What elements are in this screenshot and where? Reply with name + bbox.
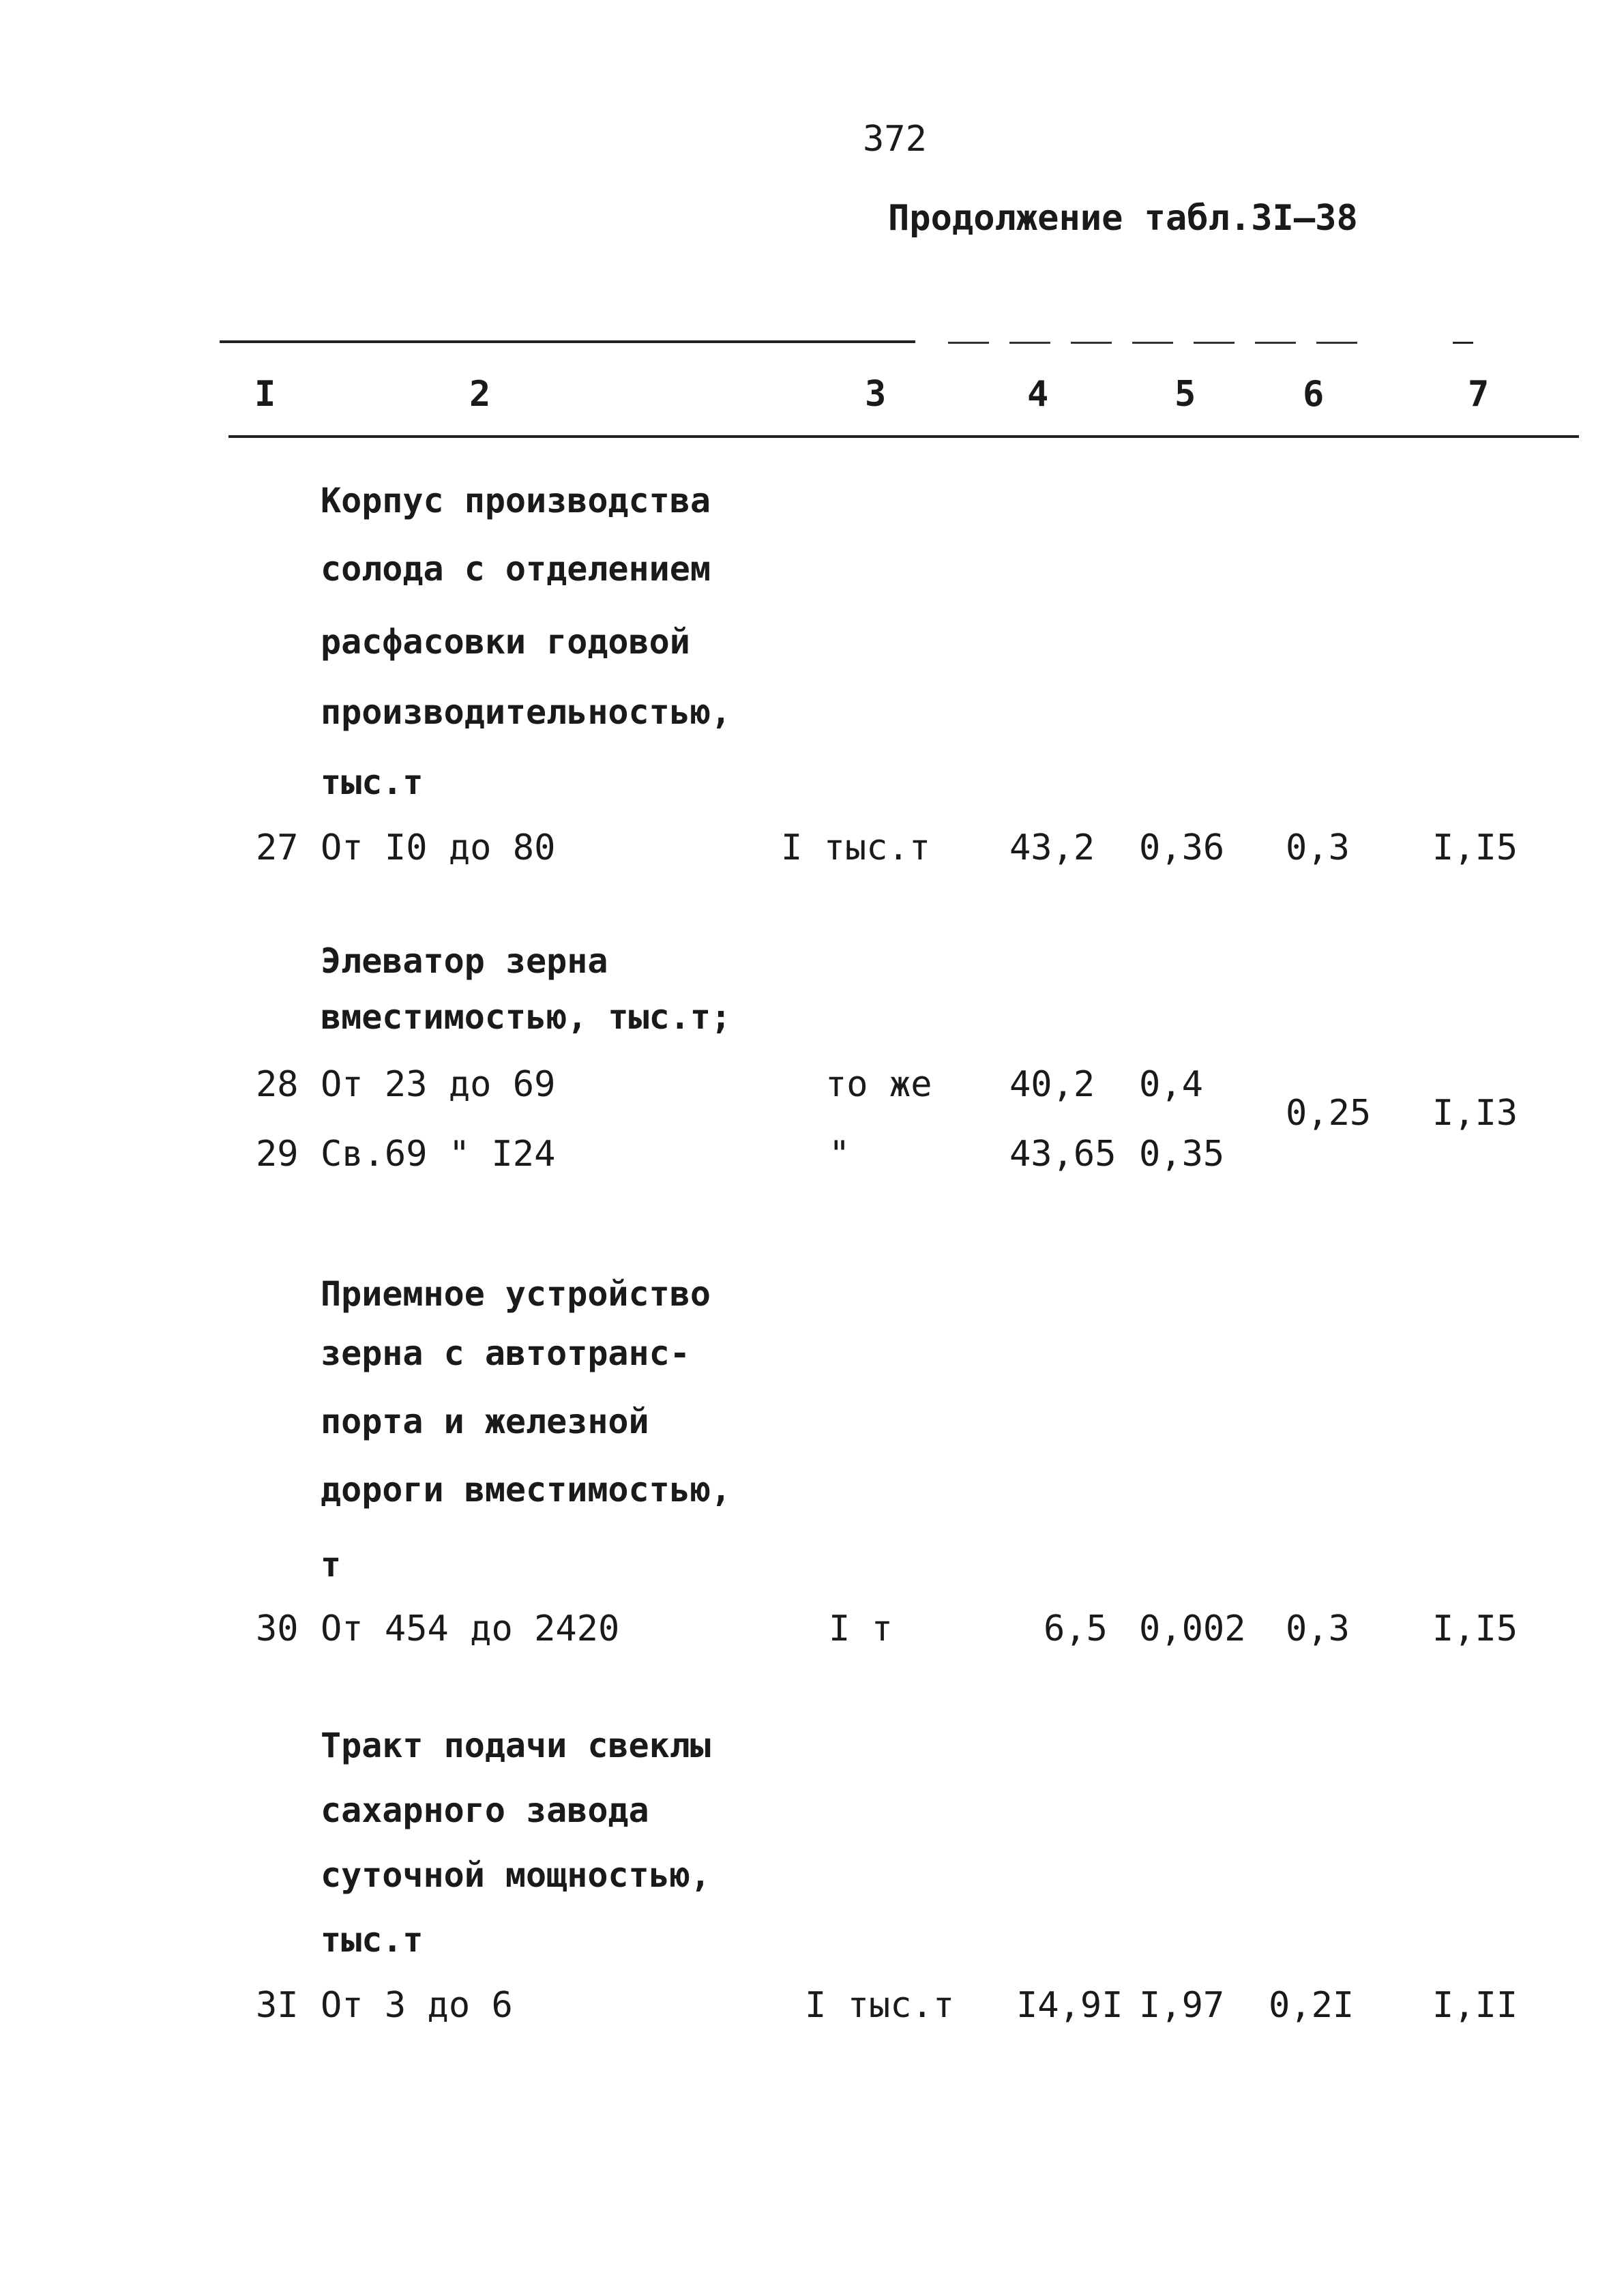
shared-col-7: I,I3	[1432, 1093, 1518, 1134]
row-unit: то же	[825, 1064, 932, 1105]
shared-col-6: 0,25	[1286, 1093, 1372, 1134]
section-title-line: т	[321, 1545, 342, 1585]
section-title-line: солода с отделением	[321, 549, 711, 589]
row-unit: I т	[829, 1608, 893, 1649]
row-range: От 23 до 69	[321, 1064, 556, 1105]
table-top-rule	[220, 340, 915, 343]
row-col-4: 40,2	[1009, 1064, 1095, 1105]
row-unit: I тыс.т	[781, 827, 931, 868]
row-col-4: 43,65	[1009, 1134, 1117, 1175]
row-number: 3I	[256, 1985, 299, 2026]
row-range: От 454 до 2420	[321, 1608, 620, 1649]
section-title-line: Корпус производства	[321, 481, 711, 520]
header-col-2: 2	[469, 374, 491, 415]
row-col-6: 0,2I	[1269, 1985, 1355, 2026]
section-title-line: дороги вместимостью,	[321, 1470, 732, 1510]
row-range: Св.69 " I24	[321, 1134, 556, 1175]
header-col-6: 6	[1303, 374, 1325, 415]
row-col-4: 43,2	[1009, 827, 1095, 868]
section-title-line: вместимостью, тыс.т;	[321, 997, 732, 1037]
page-number: 372	[863, 119, 927, 160]
row-col-6: 0,3	[1286, 1608, 1350, 1649]
header-col-5: 5	[1174, 374, 1196, 415]
row-number: 30	[256, 1608, 299, 1649]
row-range: От 3 до 6	[321, 1985, 513, 2026]
row-col-5: 0,35	[1139, 1134, 1225, 1175]
section-title-line: Тракт подачи свеклы	[321, 1726, 711, 1765]
row-number: 28	[256, 1064, 299, 1105]
row-unit: "	[829, 1134, 851, 1175]
section-title-line: порта и железной	[321, 1402, 649, 1441]
row-col-7: I,I5	[1432, 827, 1518, 868]
table-top-rule-end	[1453, 342, 1473, 344]
header-col-3: 3	[865, 374, 887, 415]
row-col-5: 0,002	[1139, 1608, 1246, 1649]
table-top-rule-dashed	[948, 342, 1357, 344]
header-col-1: I	[254, 374, 276, 415]
section-title-line: тыс.т	[321, 763, 424, 802]
row-col-7: I,II	[1432, 1985, 1518, 2026]
section-title-line: тыс.т	[321, 1920, 424, 1960]
section-title-line: суточной мощностью,	[321, 1855, 711, 1895]
header-col-4: 4	[1027, 374, 1049, 415]
row-col-4: I4,9I	[1016, 1985, 1123, 2026]
row-col-6: 0,3	[1286, 827, 1350, 868]
row-number: 29	[256, 1134, 299, 1175]
table-header-rule	[228, 435, 1579, 438]
row-col-5: I,97	[1139, 1985, 1225, 2026]
row-unit: I тыс.т	[805, 1985, 955, 2026]
row-number: 27	[256, 827, 299, 868]
row-range: От I0 до 80	[321, 827, 556, 868]
section-title-line: сахарного завода	[321, 1791, 649, 1830]
row-col-4: 6,5	[1044, 1608, 1108, 1649]
header-col-7: 7	[1468, 374, 1490, 415]
section-title-line: зерна с автотранс-	[321, 1334, 690, 1373]
table-continuation-title: Продолжение табл.3I–38	[888, 198, 1358, 239]
section-title-line: Элеватор зерна	[321, 941, 608, 981]
section-title-line: производительностью,	[321, 692, 732, 732]
row-col-5: 0,36	[1139, 827, 1225, 868]
row-col-5: 0,4	[1139, 1064, 1203, 1105]
section-title-line: Приемное устройство	[321, 1274, 711, 1314]
row-col-7: I,I5	[1432, 1608, 1518, 1649]
section-title-line: расфасовки годовой	[321, 622, 690, 662]
